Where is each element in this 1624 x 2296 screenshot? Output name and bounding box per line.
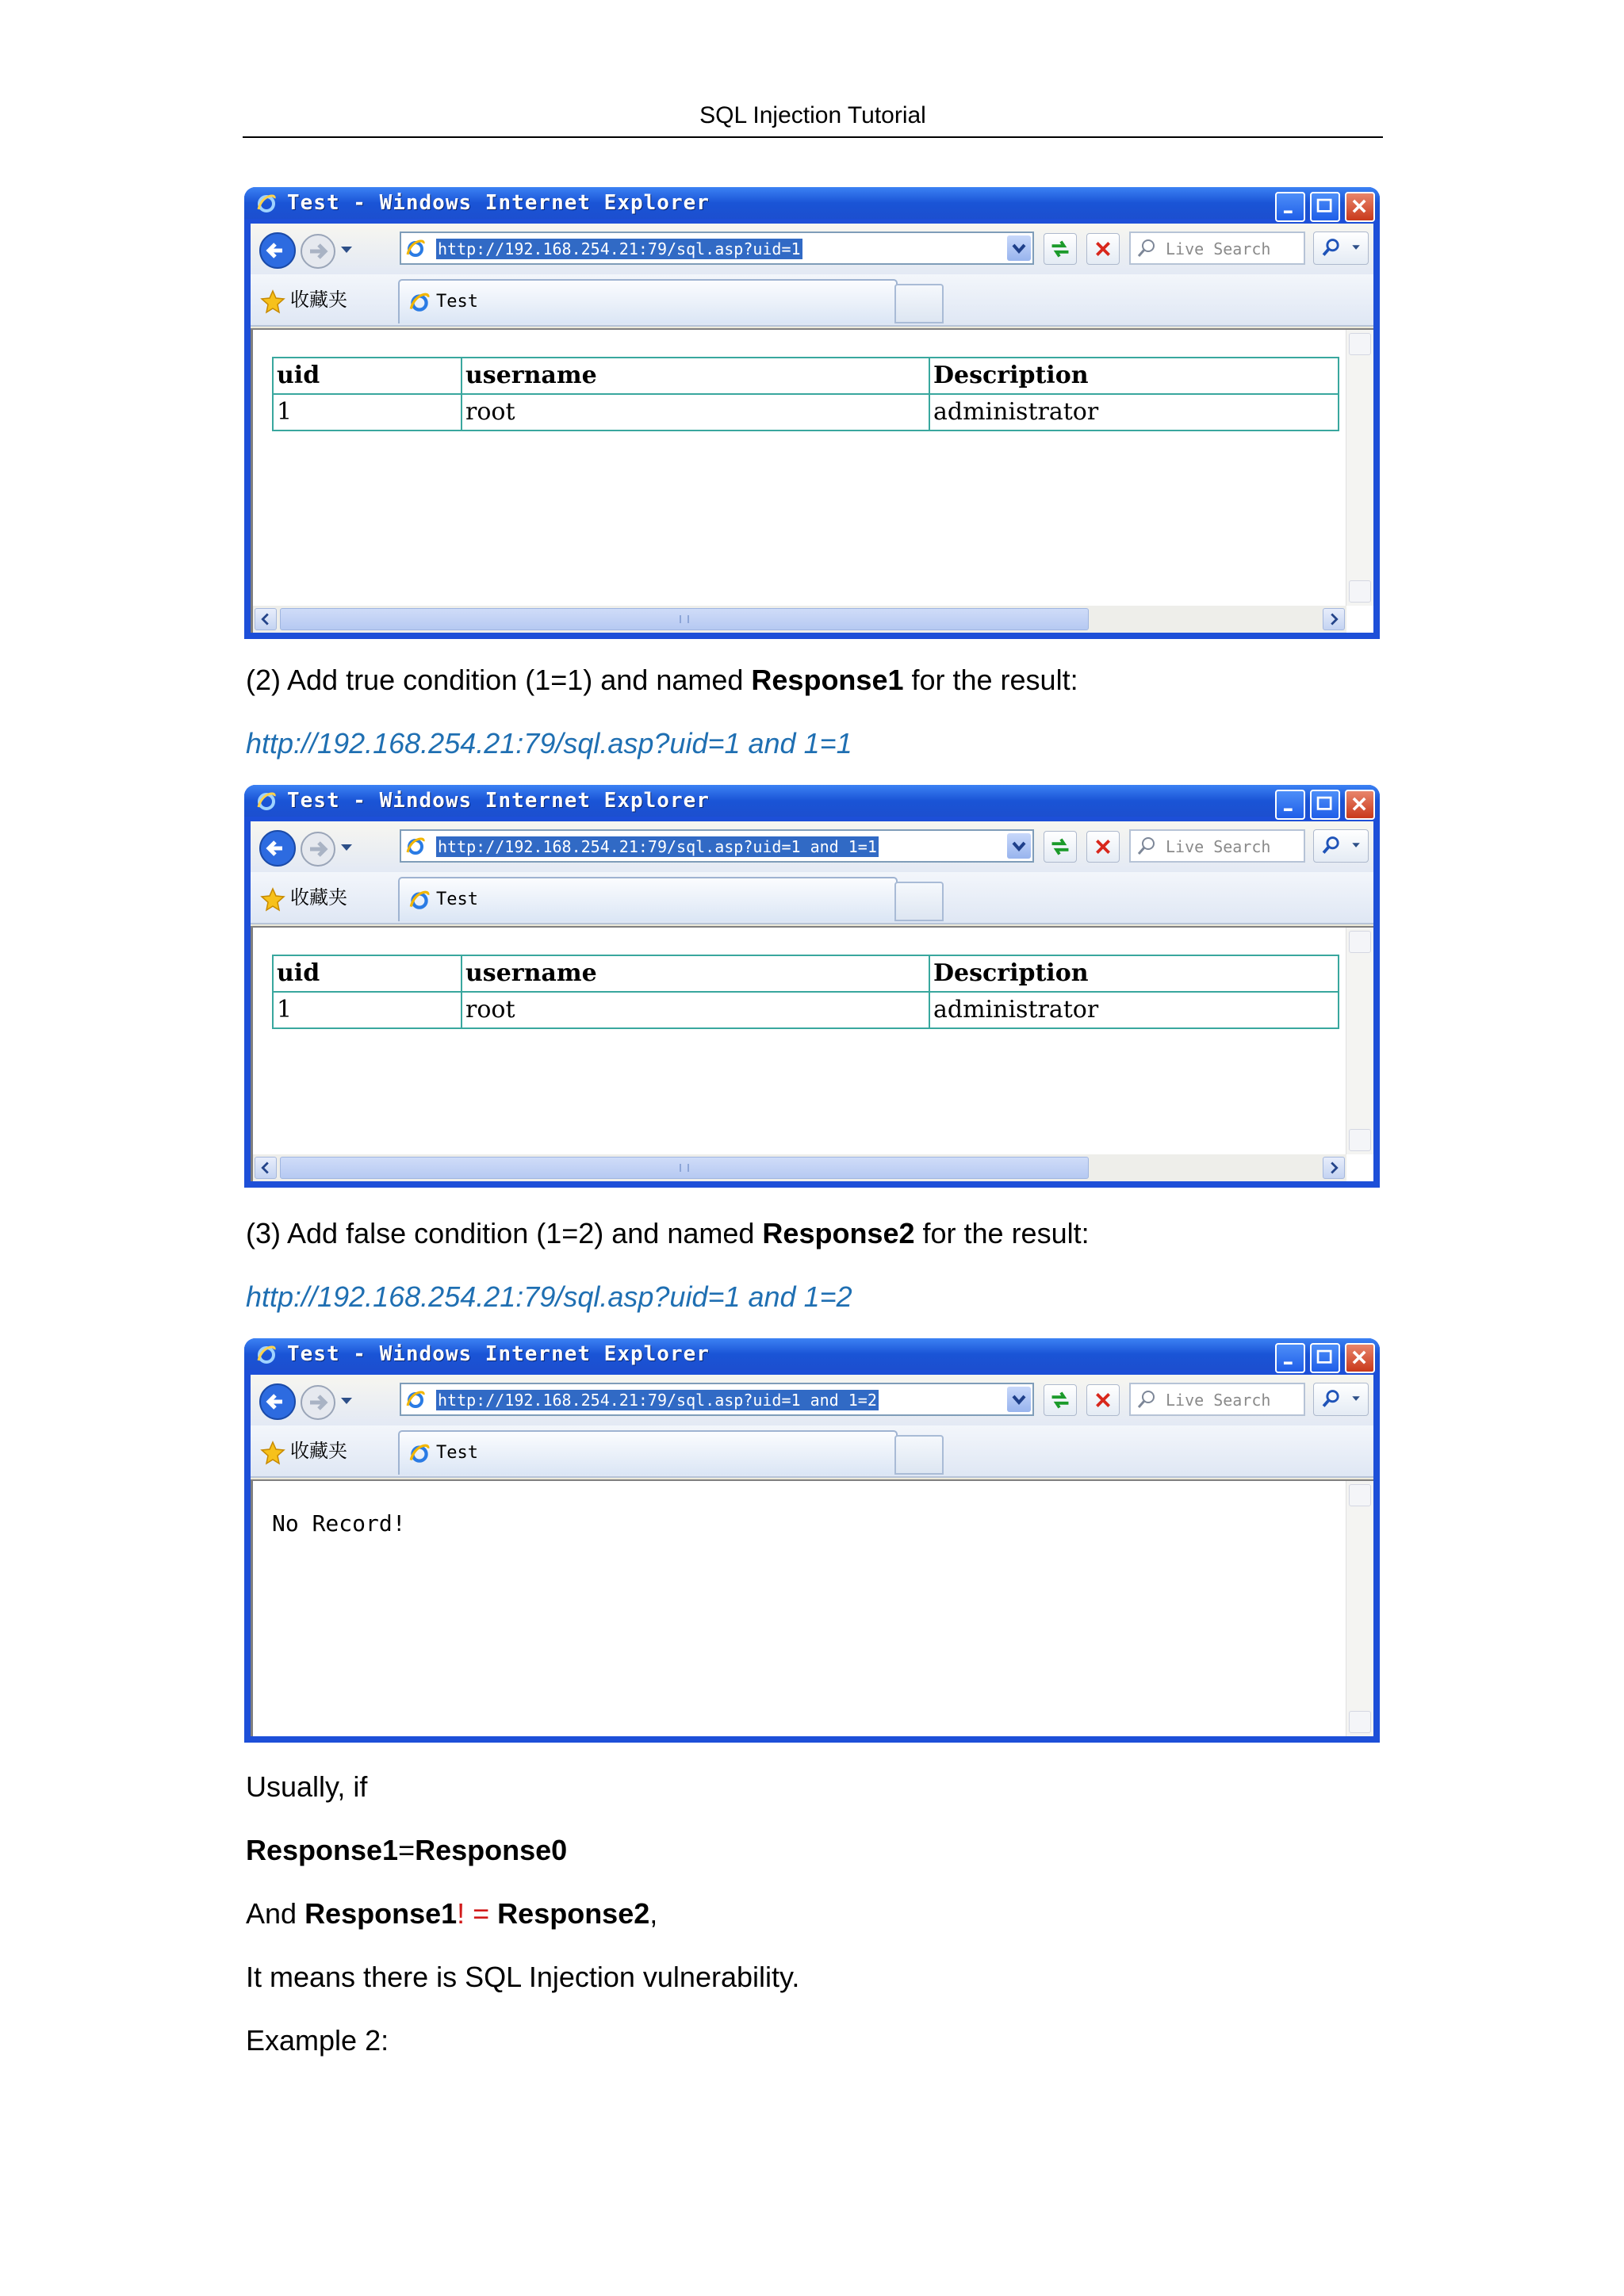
favorites-star-icon[interactable] xyxy=(260,886,285,912)
history-dropdown-icon[interactable] xyxy=(339,842,354,853)
close-icon xyxy=(1346,1345,1373,1372)
table-row xyxy=(273,394,1339,430)
usually-paragraph: Usually, if xyxy=(246,1770,368,1803)
minimize-icon xyxy=(1277,193,1304,220)
ie-logo-icon xyxy=(408,888,431,912)
column-header: uid xyxy=(273,955,462,992)
search-input[interactable]: Live Search xyxy=(1166,837,1271,856)
chevron-left-icon xyxy=(255,609,276,629)
chevron-down-icon xyxy=(1007,1387,1031,1412)
table-header-row xyxy=(273,955,1339,992)
favorites-label[interactable]: 收藏夹 xyxy=(290,886,347,909)
maximize-button[interactable] xyxy=(1310,790,1340,820)
forward-arrow-icon[interactable] xyxy=(300,1384,336,1421)
tab-test[interactable] xyxy=(398,1430,898,1475)
equals-sign: = xyxy=(398,1834,416,1866)
address-dropdown[interactable] xyxy=(1007,235,1031,261)
address-bar[interactable] xyxy=(400,1383,1034,1416)
response1-label: Response1 xyxy=(751,664,904,696)
horizontal-scrollbar[interactable] xyxy=(253,1154,1346,1181)
step-3-suffix: for the result: xyxy=(914,1217,1090,1249)
window-client xyxy=(251,1375,1373,1736)
step-3-text: (3) Add false condition (1=2) and named xyxy=(246,1217,763,1249)
maximize-icon xyxy=(1312,193,1339,220)
address-input[interactable]: http://192.168.254.21:79/sql.asp?uid=1 xyxy=(438,239,801,258)
address-dropdown[interactable] xyxy=(1007,1387,1031,1412)
ie-logo-icon xyxy=(404,835,427,857)
refresh-icon xyxy=(1044,1385,1076,1415)
minimize-button[interactable] xyxy=(1275,192,1305,222)
step-3-paragraph xyxy=(246,1216,1090,1251)
header-title: SQL Injection Tutorial xyxy=(699,102,926,128)
stop-icon xyxy=(1087,234,1119,264)
column-header: Description xyxy=(929,955,1339,992)
ie-logo-icon xyxy=(255,790,278,812)
maximize-icon xyxy=(1312,791,1339,818)
column-header: uid xyxy=(273,358,462,394)
title-bar[interactable] xyxy=(244,785,1380,817)
url-true-condition[interactable]: http://192.168.254.21:79/sql.asp?uid=1 and 1=1 xyxy=(246,727,852,760)
tab-test[interactable] xyxy=(398,279,898,323)
close-button[interactable] xyxy=(1345,192,1375,222)
navigation-toolbar xyxy=(251,821,1373,872)
favorites-label[interactable]: 收藏夹 xyxy=(290,1440,347,1462)
scroll-right-button[interactable] xyxy=(1323,1157,1345,1179)
forward-arrow-icon[interactable] xyxy=(300,831,336,867)
chevron-right-icon xyxy=(1323,609,1344,629)
vertical-scrollbar[interactable] xyxy=(1346,1481,1373,1736)
minimize-icon xyxy=(1277,1345,1304,1372)
close-button[interactable] xyxy=(1345,790,1375,820)
scroll-thumb[interactable] xyxy=(280,608,1089,630)
favorites-bar xyxy=(251,1425,1373,1478)
window-title: Test - Windows Internet Explorer xyxy=(287,1342,710,1366)
column-header: Description xyxy=(929,358,1339,394)
conclusion-paragraph: It means there is SQL Injection vulnerability. xyxy=(246,1961,800,1993)
column-header: username xyxy=(462,955,929,992)
chevron-left-icon xyxy=(255,1158,276,1178)
refresh-button[interactable] xyxy=(1044,233,1077,265)
search-input[interactable]: Live Search xyxy=(1166,239,1271,258)
search-icon xyxy=(1314,232,1368,264)
grip-icon xyxy=(680,1164,689,1172)
search-box[interactable] xyxy=(1129,232,1305,265)
result-table xyxy=(272,357,1339,431)
stop-button[interactable] xyxy=(1086,831,1120,863)
maximize-button[interactable] xyxy=(1310,192,1340,222)
table-cell: root xyxy=(462,394,929,430)
equality-paragraph xyxy=(246,1833,567,1868)
stop-icon xyxy=(1087,832,1119,862)
new-tab-button[interactable] xyxy=(894,284,944,323)
scroll-up-button[interactable] xyxy=(1349,931,1371,953)
minimize-button[interactable] xyxy=(1275,790,1305,820)
comma: , xyxy=(649,1897,658,1930)
response1-label: Response1 xyxy=(246,1834,399,1866)
ie-logo-icon xyxy=(404,1388,427,1410)
tab-label: Test xyxy=(436,890,478,909)
step-2-text: (2) Add true condition (1=1) and named xyxy=(246,664,752,696)
scroll-left-button[interactable] xyxy=(255,608,277,630)
header-rule xyxy=(243,136,1383,138)
favorites-star-icon[interactable] xyxy=(260,289,285,314)
address-dropdown[interactable] xyxy=(1007,833,1031,859)
chevron-right-icon xyxy=(1323,1158,1344,1178)
search-icon xyxy=(1136,835,1158,857)
table-cell: administrator xyxy=(929,394,1339,430)
vertical-scrollbar[interactable] xyxy=(1346,330,1373,606)
history-dropdown-icon[interactable] xyxy=(339,1395,354,1406)
column-header: username xyxy=(462,358,929,394)
minimize-icon xyxy=(1277,791,1304,818)
scroll-down-button[interactable] xyxy=(1349,1129,1371,1151)
page-viewport xyxy=(251,328,1373,633)
no-record-message: No Record! xyxy=(272,1510,406,1536)
favorites-star-icon[interactable] xyxy=(260,1440,285,1465)
window-title: Test - Windows Internet Explorer xyxy=(287,789,710,813)
navigation-toolbar xyxy=(251,1375,1373,1425)
address-input[interactable]: http://192.168.254.21:79/sql.asp?uid=1 and 1=1 xyxy=(438,837,877,856)
back-arrow-icon[interactable] xyxy=(259,829,297,867)
favorites-label[interactable]: 收藏夹 xyxy=(290,289,347,311)
chevron-down-icon xyxy=(1007,235,1031,261)
search-input[interactable]: Live Search xyxy=(1166,1391,1271,1410)
table-header-row xyxy=(273,358,1339,394)
ie-logo-icon xyxy=(408,1441,431,1465)
navigation-toolbar xyxy=(251,224,1373,274)
inequality-paragraph xyxy=(246,1896,657,1931)
search-icon xyxy=(1314,830,1368,862)
response0-label: Response0 xyxy=(415,1834,568,1866)
tab-test[interactable] xyxy=(398,877,898,921)
scroll-up-button[interactable] xyxy=(1349,1484,1371,1506)
ie-window-3 xyxy=(244,1338,1380,1743)
history-dropdown-icon[interactable] xyxy=(339,244,354,255)
window-client xyxy=(251,224,1373,633)
maximize-button[interactable] xyxy=(1310,1343,1340,1373)
stop-icon xyxy=(1087,1385,1119,1415)
address-input[interactable]: http://192.168.254.21:79/sql.asp?uid=1 and 1=2 xyxy=(438,1391,877,1410)
result-table xyxy=(272,955,1339,1029)
example-heading: Example 2: xyxy=(246,2024,389,2057)
grip-icon xyxy=(680,615,689,623)
title-bar[interactable] xyxy=(244,1338,1380,1370)
not-equal-operator: ! = xyxy=(457,1897,490,1930)
scroll-up-button[interactable] xyxy=(1349,333,1371,355)
new-tab-button[interactable] xyxy=(894,882,944,921)
response2-label: Response2 xyxy=(762,1217,915,1249)
refresh-icon xyxy=(1044,234,1076,264)
tab-label: Test xyxy=(436,1443,478,1463)
search-box[interactable] xyxy=(1129,829,1305,863)
stop-button[interactable] xyxy=(1086,1384,1120,1416)
ie-logo-icon xyxy=(408,290,431,314)
search-go-button[interactable] xyxy=(1313,1383,1369,1416)
table-cell: root xyxy=(462,992,929,1028)
close-icon xyxy=(1346,193,1373,220)
chevron-down-icon xyxy=(1007,833,1031,859)
step-2-suffix: for the result: xyxy=(903,664,1078,696)
page-viewport xyxy=(251,1479,1373,1736)
search-box[interactable] xyxy=(1129,1383,1305,1416)
url-false-condition[interactable]: http://192.168.254.21:79/sql.asp?uid=1 and 1=2 xyxy=(246,1280,852,1313)
ie-logo-icon xyxy=(404,237,427,259)
ie-logo-icon xyxy=(255,192,278,214)
favorites-bar xyxy=(251,872,1373,924)
search-icon xyxy=(1136,1388,1158,1410)
back-arrow-icon[interactable] xyxy=(259,232,297,270)
scroll-down-button[interactable] xyxy=(1349,1711,1371,1733)
back-arrow-icon[interactable] xyxy=(259,1383,297,1421)
minimize-button[interactable] xyxy=(1275,1343,1305,1373)
close-icon xyxy=(1346,791,1373,818)
page-viewport xyxy=(251,926,1373,1181)
close-button[interactable] xyxy=(1345,1343,1375,1373)
address-bar[interactable] xyxy=(400,829,1034,863)
refresh-button[interactable] xyxy=(1044,831,1077,863)
search-go-button[interactable] xyxy=(1313,232,1369,265)
window-title: Test - Windows Internet Explorer xyxy=(287,191,710,215)
response1-label: Response1 xyxy=(304,1897,458,1930)
scroll-right-button[interactable] xyxy=(1323,608,1345,630)
and-text: And xyxy=(246,1897,305,1930)
ie-window-1 xyxy=(244,187,1380,639)
search-go-button[interactable] xyxy=(1313,829,1369,863)
vertical-scrollbar[interactable] xyxy=(1346,928,1373,1154)
scroll-left-button[interactable] xyxy=(255,1157,277,1179)
ie-window-2 xyxy=(244,785,1380,1188)
search-icon xyxy=(1136,237,1158,259)
refresh-icon xyxy=(1044,832,1076,862)
response2-label: Response2 xyxy=(489,1897,650,1930)
table-cell: 1 xyxy=(273,992,462,1028)
forward-arrow-icon[interactable] xyxy=(300,233,336,270)
refresh-button[interactable] xyxy=(1044,1384,1077,1416)
window-client xyxy=(251,821,1373,1181)
address-bar[interactable] xyxy=(400,232,1034,265)
tab-label: Test xyxy=(436,292,478,312)
scroll-thumb[interactable] xyxy=(280,1157,1089,1179)
search-icon xyxy=(1314,1383,1368,1415)
scroll-down-button[interactable] xyxy=(1349,580,1371,603)
maximize-icon xyxy=(1312,1345,1339,1372)
step-2-paragraph xyxy=(246,663,1078,698)
horizontal-scrollbar[interactable] xyxy=(253,606,1346,633)
title-bar[interactable] xyxy=(244,187,1380,219)
ie-logo-icon xyxy=(255,1343,278,1365)
new-tab-button[interactable] xyxy=(894,1435,944,1475)
stop-button[interactable] xyxy=(1086,233,1120,265)
table-row xyxy=(273,992,1339,1028)
favorites-bar xyxy=(251,274,1373,327)
table-cell: administrator xyxy=(929,992,1339,1028)
table-cell: 1 xyxy=(273,394,462,430)
